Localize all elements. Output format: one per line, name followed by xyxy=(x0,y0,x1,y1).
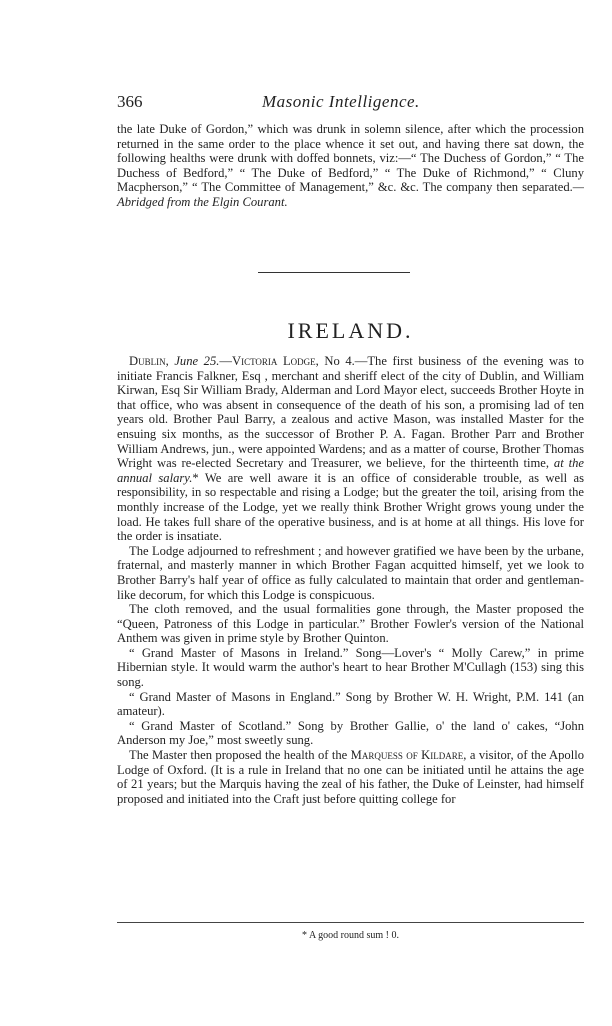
source-credit: —Abridged from the Elgin Courant. xyxy=(117,180,584,209)
page-number: 366 xyxy=(117,92,143,111)
dateline-date: June 25. xyxy=(174,354,220,368)
paragraph-1-italic: at the annual salary. xyxy=(117,456,584,485)
running-title: Masonic Intelligence. xyxy=(262,92,420,111)
article-body xyxy=(117,354,584,806)
article-paragraph-6: “ Grand Master of Scotland.” Song by Brother Gallie, o' the land o' cakes, “John Anderson my Joe,” most sweetly sung. xyxy=(117,718,584,748)
article-paragraph-5: “ Grand Master of Masons in England.” Song by Brother W. H. Wright, P.M. 141 (an amateur). xyxy=(117,689,584,719)
continuation-text: the late Duke of Gordon,” which was drunk in solemn silence, after which the procession returned in the same order to the place whence it set out, and having there sat down, the following healths were drunk with doffed bonnets, viz:—“ The Duchess of Gordon,” “ The Duchess of Bedford,” “ The Duke of Bedford,” “ The Duke of Richmond,” “ Cluny Macpherson,” “ The Committee of Management,” &c. &c. The company then separated. xyxy=(117,122,584,195)
paragraph-1-text-b: * We are well aware it is an office of considerable trouble, as well as responsibility, in so respectable and rising a Lodge; but the greater the toil, arising from the monthly increase of the Lodge, yet we really think Brother Wright grows young under the load. He takes full share of the operative business, and is at home at all things. His love for the order is insatiate. xyxy=(117,470,585,544)
article-paragraph-3: The cloth removed, and the usual formalities gone through, the Master proposed the “Queen, Patroness of this Lodge in particular.” Brother Fowler's version of the National Anthem was given in prime style by Brother Quinton. xyxy=(117,602,584,646)
lodge-name: —Victoria Lodge, xyxy=(219,354,319,368)
paragraph-1-text-a: No 4.—The first business of the evening was to initiate Francis Falkner, Esq , merchant and sheriff elect of the city of Dublin, and William Kirwan, Esq Sir William Brady, Alderman and Lord Mayor elect, succeeds Brother Hoyte in that office, who was absent in consequence of the death of his son, a promising lad of ten years old. Brother Paul Barry, a zealous and active Mason, was installed Master for the ensuing six months, as the successor of Brother P. A. Fagan. Brother Parr and Brother William Andrews, jun., were appointed Wardens; and as a matter of course, Brother Thomas Wright was re-elected Secretary and Treasurer, we believe, for the thirteenth time, xyxy=(117,354,584,471)
section-divider xyxy=(258,272,410,273)
section-title: IRELAND. xyxy=(287,318,414,343)
paragraph-7-text-b: a visitor, of the Apollo Lodge of Oxford. (It is a rule in Ireland that no one can be initiated until he attains the age of 21 years; but the Marquis having the zeal of his father, the Duke of Leinster, had himself proposed and initiated into the Craft just before quitting college for xyxy=(117,748,585,806)
article-paragraph-1 xyxy=(117,354,584,544)
article-paragraph-2: The Lodge adjourned to refreshment ; and however gratified we have been by the urbane, fraternal, and masterly manner in which Brother Fagan acquitted himself, yet we look to Brother Barry's half year of office as fully calculated to maintain that order and gentleman-like decorum, for which this Lodge is conspicuous. xyxy=(117,543,584,602)
continuation-block xyxy=(117,122,584,210)
footnote: * A good round sum ! 0. xyxy=(302,930,399,941)
article-paragraph-7 xyxy=(117,748,584,806)
continuation-paragraph xyxy=(117,122,584,210)
article-paragraph-4: “ Grand Master of Masons in Ireland.” Song—Lover's “ Molly Carew,” in prime Hibernian style. It would warm the author's heart to hear Brother M'Cullagh (153) sing this song. xyxy=(117,645,584,690)
paragraph-7-text-a: The Master then proposed the health of the xyxy=(129,748,351,763)
dateline-place: Dublin, xyxy=(129,354,169,368)
footnote-divider xyxy=(117,922,584,923)
marquess-title: Marquess of Kildare, xyxy=(350,748,467,763)
page-header xyxy=(117,92,587,116)
